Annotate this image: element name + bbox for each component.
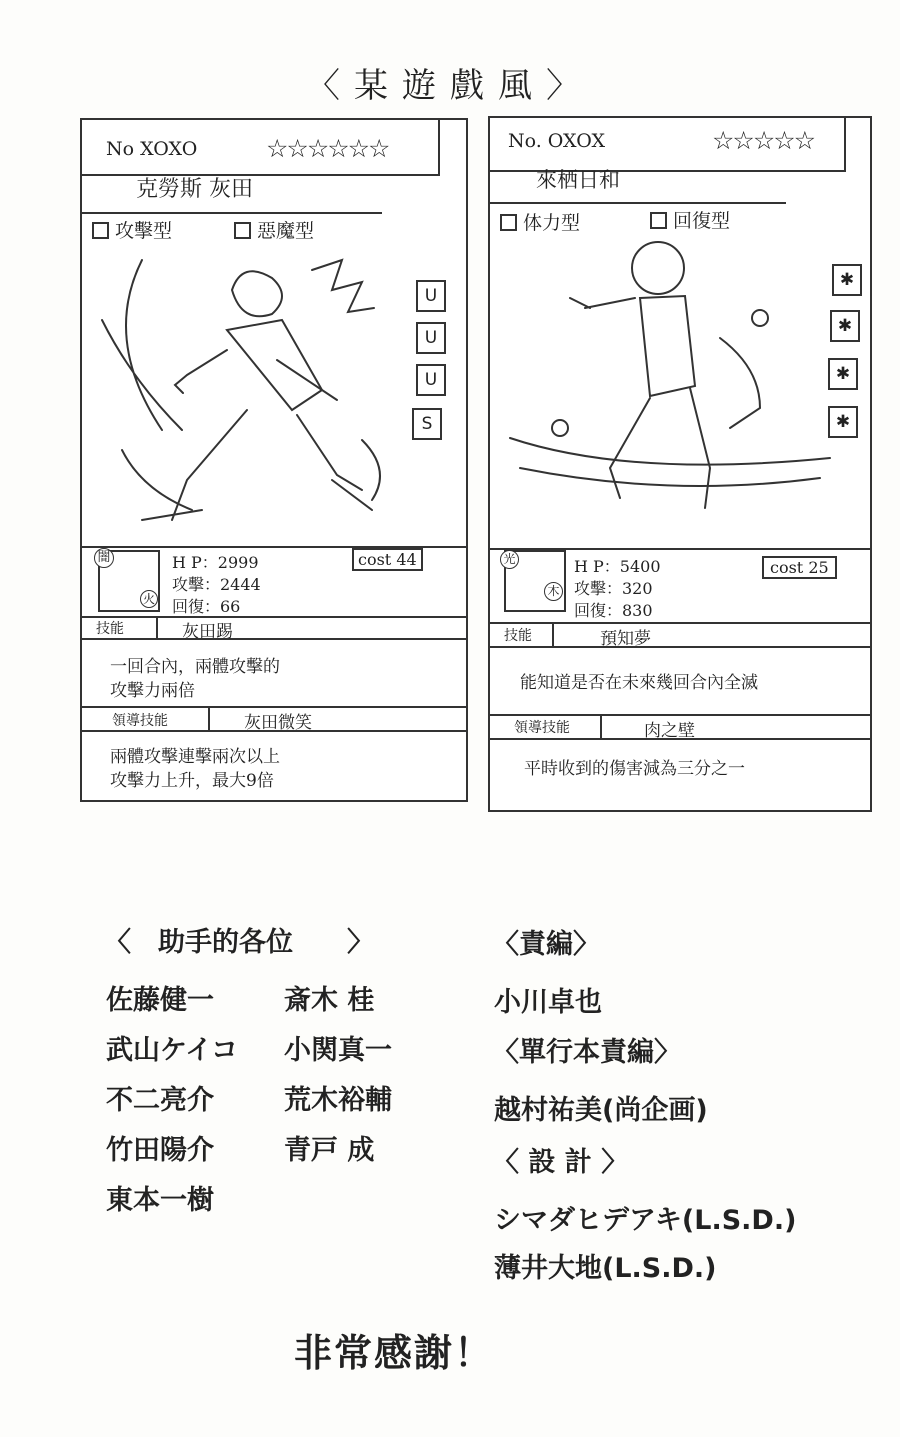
rarity-stars: ☆☆☆☆☆☆ [266,134,389,163]
volume-editor-name: 越村祐美(尚企画) [494,1095,708,1126]
character-sketch [82,120,466,550]
skill-name: 灰田踢 [182,622,233,642]
thanks-message: 非常感謝！ [294,1331,495,1375]
sword-icon: S [412,408,442,440]
assistant-name: 不二亮介 [106,1085,214,1116]
leader-label: 領導技能 [112,713,168,729]
assistant-name: 佐藤健一 [106,985,214,1016]
element-badge: 闇 [94,548,114,568]
assistant-name: 小関真一 [284,1035,392,1066]
type-2: 回復型 [650,206,730,233]
burst-icon: ✱ [832,264,862,296]
horseshoe-icon: U [416,322,446,354]
stat-attack: 攻擊：2444 [172,575,261,594]
stat-recover: 回復：66 [172,597,241,616]
burst-icon: ✱ [830,310,860,342]
burst-icon: ✱ [828,358,858,390]
horseshoe-icon: U [416,280,446,312]
page-title: 〈某遊戲風〉 [306,66,594,106]
card-name: 克勞斯 灰田 [136,177,253,202]
element-badge: 木 [544,582,563,601]
card-right [488,116,872,812]
designer-name: シマダヒデアキ(L.S.D.) [494,1205,797,1236]
leader-desc: 兩體攻擊連擊兩次以上 [110,747,280,767]
editor-heading: 〈責編〉 [492,929,600,960]
type-1: 体力型 [500,208,580,235]
assistant-name: 荒木裕輔 [284,1085,392,1116]
design-heading: 〈 設 計 〉 [492,1147,629,1178]
card-number: No XOXO [106,138,198,160]
cost-badge: cost 25 [762,556,837,579]
horseshoe-icon: U [416,364,446,396]
portrait [98,550,160,612]
leader-desc: 攻擊力上升，最大9倍 [110,771,274,791]
stat-hp: H P：5400 [574,557,661,576]
stat-hp: H P：2999 [172,553,259,572]
skill-desc: 攻擊力兩倍 [110,681,195,701]
card-name: 來栖日和 [536,168,620,192]
skill-label: 技能 [504,628,532,644]
assistant-name: 青戸 成 [284,1135,375,1166]
type-2: 惡魔型 [234,216,314,243]
stat-attack: 攻擊：320 [574,579,653,598]
element-badge: 火 [140,590,158,608]
assistant-name: 東本一樹 [106,1185,214,1216]
skill-desc: 能知道是否在未來幾回合內全滅 [520,673,758,693]
rarity-stars: ☆☆☆☆☆ [712,126,815,155]
burst-icon: ✱ [828,406,858,438]
leader-name: 灰田微笑 [244,713,312,733]
skill-name: 預知夢 [600,629,651,649]
editor-name: 小川卓也 [494,987,602,1018]
cost-badge: cost 44 [352,548,423,571]
assistants-heading: 〈 助手的各位 〉 [104,927,374,958]
portrait [504,550,566,612]
skill-desc: 一回合內，兩體攻擊的 [110,657,280,677]
assistant-name: 竹田陽介 [106,1135,214,1166]
assistant-name: 武山ケイコ [106,1035,239,1066]
element-badge: 光 [500,550,519,569]
leader-desc: 平時收到的傷害減為三分之一 [524,759,745,779]
skill-label: 技能 [96,621,124,637]
character-sketch [490,118,870,548]
type-1: 攻擊型 [92,216,172,243]
designer-name: 薄井大地(L.S.D.) [494,1253,717,1284]
volume-editor-heading: 〈單行本責編〉 [492,1037,681,1068]
card-number: No. OXOX [508,130,606,152]
leader-label: 領導技能 [514,720,570,736]
stat-recover: 回復：830 [574,601,653,620]
card-left [80,118,468,802]
leader-name: 肉之壁 [644,721,695,741]
assistant-name: 斎木 桂 [284,985,375,1016]
